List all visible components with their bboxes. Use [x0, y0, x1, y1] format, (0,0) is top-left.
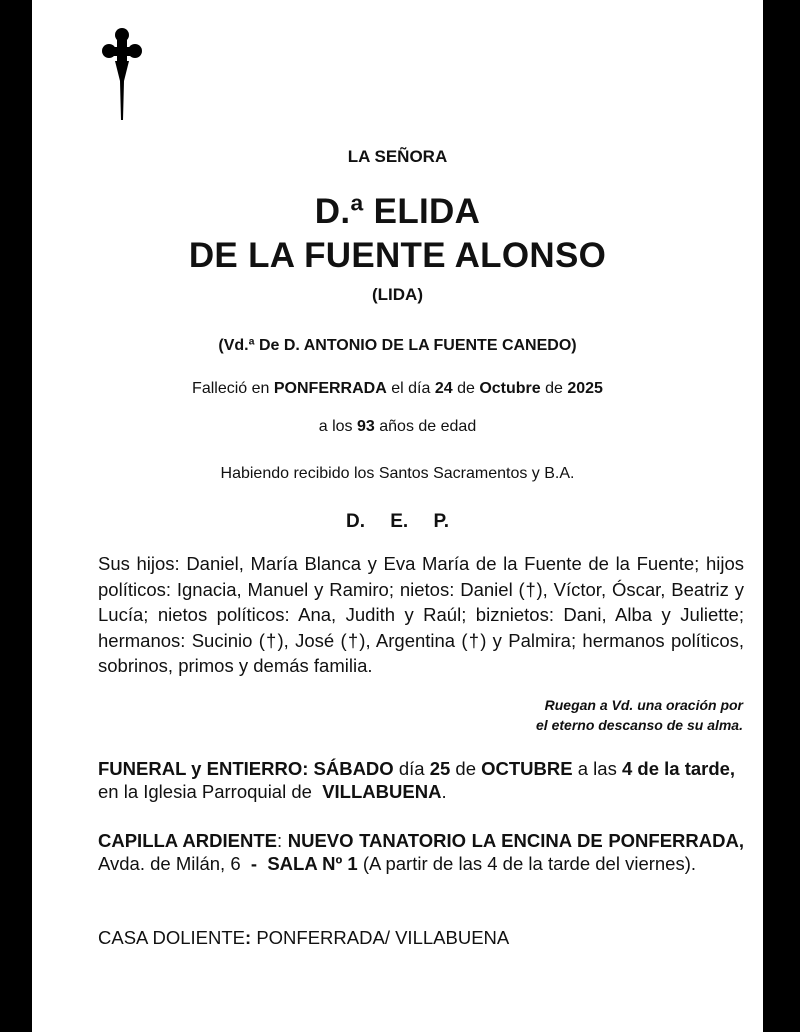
deceased-nickname: (LIDA) [372, 285, 423, 304]
death-info: Falleció en PONFERRADA el día 24 de Octubre de 2025 [192, 380, 603, 397]
prayer-text: Ruegan a Vd. una oración por el eterno descanso de su alma. [536, 697, 743, 733]
chapel-info: CAPILLA ARDIENTE: NUEVO TANATORIO LA ENCINA DE PONFERRADA, Avda. de Milán, 6 - SALA Nº 1 (A partir de las 4 de la tarde del viernes). [98, 830, 744, 874]
deceased-name-line2: DE LA FUENTE ALONSO [188, 236, 607, 275]
family-paragraph: Sus hijos: Daniel, María Blanca y Eva María de la Fuente de la Fuente; hijos políticos: Ignacia, Manuel y Ramiro; nietos: Daniel (†), Víctor, Óscar, Beatriz y Lucía; nietos políticos: Ana, Judith y Raúl; biznietos: Dani, Alba y Juliette; hermanos: Sucinio (†), José (†), Argentina (†) y Palmira; hermanos políticos, sobrinos, primos y demás familia. [98, 553, 744, 676]
dep-text: D. E. P. [345, 511, 449, 532]
cross-icon [100, 26, 144, 122]
house-info: CASA DOLIENTE: PONFERRADA/ VILLABUENA [98, 927, 510, 948]
widow-of: (Vd.ª De D. ANTONIO DE LA FUENTE CANEDO) [218, 337, 577, 354]
age-info: a los 93 años de edad [318, 418, 477, 435]
intro-text: LA SEÑORA [347, 147, 448, 166]
funeral-info: FUNERAL y ENTIERRO: SÁBADO día 25 de OCTUBRE a las 4 de la tarde, en la Iglesia Parroquial de VILLABUENA. [98, 758, 736, 802]
obituary-page [32, 0, 763, 1032]
sacraments-text: Habiendo recibido los Santos Sacramentos y B.A. [220, 465, 575, 482]
deceased-name-line1: D.ª ELIDA [314, 192, 481, 231]
